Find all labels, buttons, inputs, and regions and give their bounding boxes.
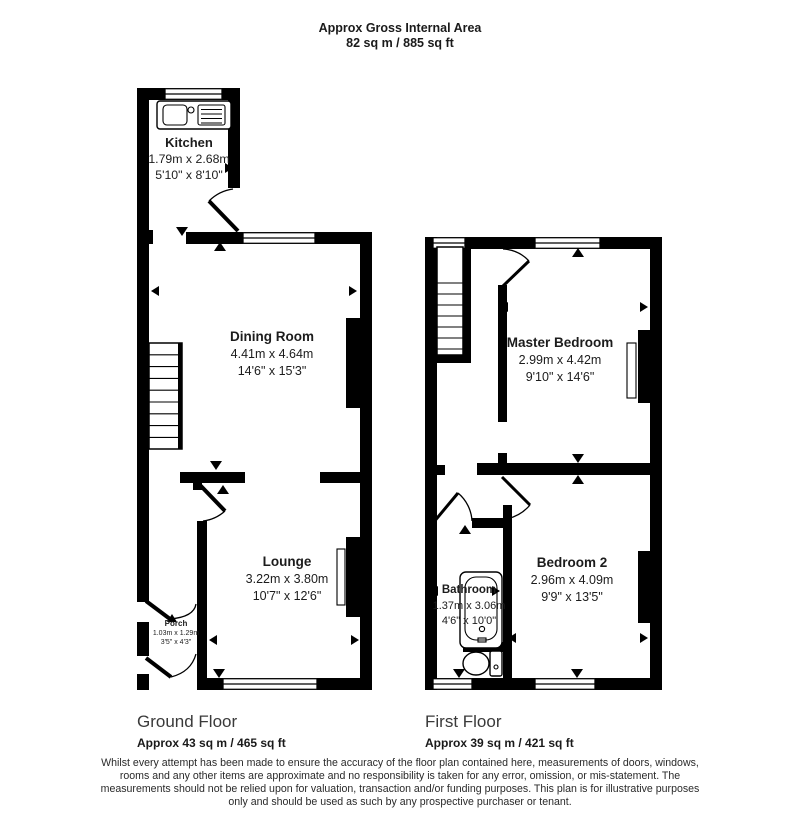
room-label-master-bedroom <box>480 334 640 387</box>
room-dimensions-metric: 2.99m x 4.42m <box>518 352 602 367</box>
floor-area: Approx 43 sq m / 465 sq ft <box>137 736 286 750</box>
room-dimensions-imperial: 3'5" x 4'3" <box>160 639 192 646</box>
room-label-dining-room <box>192 328 352 381</box>
room-dimensions-metric: 1.79m x 2.68m <box>148 152 230 166</box>
ground-floor-caption <box>137 712 286 750</box>
first-floor-stairs <box>437 247 463 355</box>
toilet-icon <box>463 651 502 676</box>
room-dimensions-imperial: 5'10" x 8'10" <box>155 168 223 182</box>
room-dimensions-metric: 4.41m x 4.64m <box>230 346 314 361</box>
room-label-bathroom <box>408 583 530 630</box>
room-dimensions-imperial: 9'10" x 14'6" <box>525 370 595 384</box>
kitchen-sink-icon <box>157 101 231 129</box>
room-dimensions-metric: 2.96m x 4.09m <box>530 572 614 587</box>
room-dimensions-metric: 3.22m x 3.80m <box>245 571 329 586</box>
room-name: Bathroom <box>441 584 497 596</box>
room-dimensions-metric: 1.37m x 3.06m <box>432 599 506 612</box>
room-name: Dining Room <box>230 329 314 344</box>
room-name: Kitchen <box>165 135 213 150</box>
room-name: Porch <box>164 619 188 628</box>
room-dimensions-imperial: 4'6" x 10'0" <box>441 615 497 627</box>
room-dimensions-metric: 1.03m x 1.29m <box>152 629 200 637</box>
room-dimensions-imperial: 14'6" x 15'3" <box>237 364 307 378</box>
room-dimensions-imperial: 9'9" x 13'5" <box>541 590 603 604</box>
room-name: Bedroom 2 <box>536 555 608 570</box>
floor-area: Approx 39 sq m / 421 sq ft <box>425 736 574 750</box>
room-label-lounge <box>207 553 367 606</box>
floor-name: First Floor <box>425 712 502 731</box>
room-dimensions-imperial: 10'7" x 12'6" <box>252 589 322 603</box>
gross-area-title: Approx Gross Internal Area <box>318 21 482 35</box>
room-name: Lounge <box>262 554 312 569</box>
room-label-kitchen <box>131 135 247 183</box>
floor-name: Ground Floor <box>137 712 238 731</box>
first-floor-caption <box>425 712 574 750</box>
gross-area-value: 82 sq m / 885 sq ft <box>346 36 454 50</box>
room-label-porch <box>141 619 211 648</box>
ground-floor-stairs <box>149 343 182 449</box>
disclaimer-text: Whilst every attempt has been made to ensure the accuracy of the floor plan contained here, measurements of doors, windows, rooms and any other items are approximate and no responsibility is taken for any error, omission, or mis-statement. The measurements should not be relied upon for valuation, transaction and/or funding purposes. This plan is for illustrative purposes only and should be used as such by any prospective purchaser or tenant. <box>100 757 700 808</box>
room-name: Master Bedroom <box>506 335 614 350</box>
